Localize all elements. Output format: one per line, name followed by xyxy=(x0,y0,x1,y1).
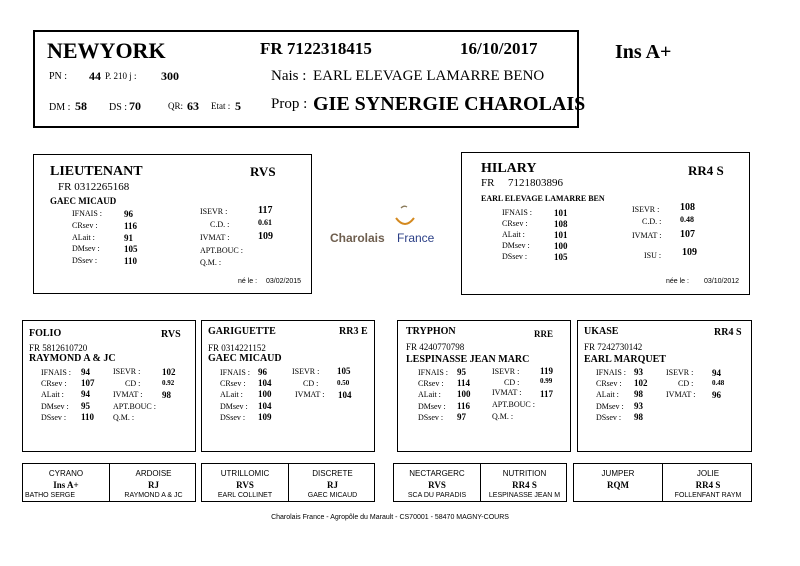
logo-text-right: France xyxy=(397,231,435,245)
dam-dssev-label: DSsev : xyxy=(502,252,528,261)
ggp-cell xyxy=(663,464,753,501)
gp-alait: 100 xyxy=(258,389,272,399)
gp-isevr-label: ISEVR : xyxy=(292,367,320,376)
gp-ifnais: 96 xyxy=(258,367,267,377)
ggp-name: CYRANO xyxy=(48,469,84,478)
ggp-group-4 xyxy=(573,463,752,502)
gp-ifnais-label: IFNAIS : xyxy=(220,368,251,377)
sire-dssev: 110 xyxy=(124,256,138,266)
dam-ifnais: 101 xyxy=(554,208,568,218)
gp-breeder: LESPINASSE JEAN MARC xyxy=(406,354,530,365)
gp-qm-label: Q.M. : xyxy=(113,413,135,422)
gp-dssev-label: DSsev : xyxy=(596,413,622,422)
sire-dmsev: 105 xyxy=(124,244,138,254)
dam-dmsev: 100 xyxy=(554,241,568,251)
ggp-breeder: EARL COLLINET xyxy=(217,492,273,499)
p210-value: 300 xyxy=(161,69,179,83)
sire-cd-label: C.D. : xyxy=(210,220,230,229)
dam-id: 7121803896 xyxy=(508,177,563,189)
gp-cd-label: CD : xyxy=(303,379,319,388)
gp-id: FR 5812610720 xyxy=(29,343,88,353)
sire-alait: 91 xyxy=(124,233,133,243)
ggp-grade: RQM xyxy=(607,480,629,490)
sire-born-label: né le : xyxy=(238,278,258,285)
gp-cd-label: CD : xyxy=(504,378,520,387)
dam-ivmat-label: IVMAT : xyxy=(632,231,662,240)
ggp-group-3 xyxy=(393,463,567,502)
gp-alait: 94 xyxy=(81,389,90,399)
ggp-breeder: SCA DU PARADIS xyxy=(407,492,467,499)
gp-isevr-label: ISEVR : xyxy=(492,367,520,376)
sire-isevr-label: ISEVR : xyxy=(200,207,228,216)
gp-alait-label: ALait : xyxy=(41,390,64,399)
gp-grade: RVS xyxy=(161,329,181,340)
gp-qm-label: Q.M. : xyxy=(492,412,514,421)
sire-cd: 0.61 xyxy=(258,218,272,227)
gp-dssev-label: DSsev : xyxy=(41,413,67,422)
dam-alait-label: ALait : xyxy=(502,230,525,239)
dam-isu: 109 xyxy=(682,247,697,258)
footer-address: Charolais France - Agropôle du Marault - CS70001 - 58470 MAGNY-COURS xyxy=(271,514,509,521)
gp-alait-label: ALait : xyxy=(418,390,441,399)
gp-isevr: 105 xyxy=(337,366,351,376)
qr-value: 63 xyxy=(187,99,199,113)
dam-fr: FR xyxy=(481,177,495,189)
prop-label: Prop : xyxy=(271,96,308,112)
sire-ivmat-label: IVMAT : xyxy=(200,233,230,242)
gp-alait: 100 xyxy=(457,389,471,399)
ggp-grade: Ins A+ xyxy=(53,480,79,490)
gp-crsev-label: CRsev : xyxy=(418,379,444,388)
gp-ifnais-label: IFNAIS : xyxy=(596,368,627,377)
gp-dmsev: 116 xyxy=(457,401,471,411)
logo-swoosh-icon xyxy=(390,204,420,230)
gp-apt-label: APT.BOUC : xyxy=(492,400,535,409)
ggp-breeder: BATHO SERGE xyxy=(25,492,76,499)
animal-id: FR 7122318415 xyxy=(260,39,372,58)
gp-ivmat-label: IVMAT : xyxy=(666,390,696,399)
animal-grade: Ins A+ xyxy=(615,41,672,63)
gp-crsev-label: CRsev : xyxy=(596,379,622,388)
gp-cd-label: CD : xyxy=(125,379,141,388)
gp-grade: RRE xyxy=(534,329,554,339)
ggp-breeder: RAYMOND A & JC xyxy=(124,492,183,499)
gp-dssev-label: DSsev : xyxy=(418,413,444,422)
gp-isevr-label: ISEVR : xyxy=(666,368,694,377)
ggp-name: DISCRETE xyxy=(312,469,353,478)
ggp-grade: RR4 S xyxy=(695,480,721,490)
gp-ivmat-label: IVMAT : xyxy=(113,390,143,399)
sire-alait-label: ALait : xyxy=(72,233,95,242)
sire-isevr: 117 xyxy=(258,205,273,216)
gp-ifnais: 95 xyxy=(457,367,466,377)
gp-dssev: 98 xyxy=(634,412,643,422)
sire-apt-label: APT.BOUC : xyxy=(200,246,243,255)
sire-id: FR 0312265168 xyxy=(58,181,130,193)
ds-value: 70 xyxy=(129,99,141,113)
dam-cd-label: C.D. : xyxy=(642,217,662,226)
gp-dssev: 110 xyxy=(81,412,95,422)
sire-card xyxy=(33,154,312,294)
gp-crsev-label: CRsev : xyxy=(41,379,67,388)
gp-id: FR 4240770798 xyxy=(406,342,465,352)
sire-grade: RVS xyxy=(250,164,276,179)
grandparent-card-sire-dam xyxy=(201,320,375,452)
gp-dmsev-label: DMsev : xyxy=(220,402,248,411)
dam-name: HILARY xyxy=(481,161,537,176)
main-animal-card xyxy=(33,30,672,128)
gp-crsev: 107 xyxy=(81,378,95,388)
dam-grade: RR4 S xyxy=(688,163,724,178)
sire-name: LIEUTENANT xyxy=(50,164,143,179)
ggp-cell xyxy=(23,464,110,501)
ggp-breeder: FOLLENFANT RAYM xyxy=(674,492,742,499)
dam-isu-label: ISU : xyxy=(644,251,662,260)
nais-value: EARL ELEVAGE LAMARRE BENO xyxy=(313,68,545,84)
ggp-grade: RJ xyxy=(148,480,159,490)
gp-dmsev-label: DMsev : xyxy=(596,402,624,411)
gp-ifnais: 94 xyxy=(81,367,90,377)
gp-dmsev-label: DMsev : xyxy=(418,402,446,411)
gp-dssev-label: DSsev : xyxy=(220,413,246,422)
gp-crsev: 114 xyxy=(457,378,471,388)
nais-label: Nais : xyxy=(271,68,307,84)
grandparent-card-dam-dam xyxy=(577,320,752,452)
gp-isevr-label: ISEVR : xyxy=(113,367,141,376)
ggp-cell xyxy=(574,464,663,501)
dam-isevr-label: ISEVR : xyxy=(632,205,660,214)
dam-crsev: 108 xyxy=(554,219,568,229)
logo-text-left: Charolais xyxy=(330,231,385,245)
ggp-name: NECTARGERC xyxy=(409,469,465,478)
gp-ivmat: 104 xyxy=(338,390,352,400)
sire-ifnais-label: IFNAIS : xyxy=(72,209,103,218)
pn-value: 44 xyxy=(89,69,101,83)
gp-ifnais-label: IFNAIS : xyxy=(41,368,72,377)
prop-value: GIE SYNERGIE CHAROLAIS xyxy=(313,93,586,115)
gp-name: TRYPHON xyxy=(406,326,456,337)
ggp-grade: RVS xyxy=(428,480,446,490)
gp-ifnais-label: IFNAIS : xyxy=(418,368,449,377)
p210-label: P. 210 j : xyxy=(105,71,137,81)
gp-breeder: RAYMOND A & JC xyxy=(29,353,116,364)
gp-crsev: 102 xyxy=(634,378,648,388)
ggp-group-2 xyxy=(201,463,375,502)
animal-name: NEWYORK xyxy=(47,38,166,63)
gp-alait-label: ALait : xyxy=(596,390,619,399)
gp-id: FR 7242730142 xyxy=(584,342,643,352)
sire-ifnais: 96 xyxy=(124,209,133,219)
gp-name: FOLIO xyxy=(29,328,62,339)
ggp-cell xyxy=(202,464,289,501)
charolais-france-logo xyxy=(330,212,450,248)
sire-breeder: GAEC MICAUD xyxy=(50,196,117,206)
dam-cd: 0.48 xyxy=(680,215,694,224)
gp-dmsev-label: DMsev : xyxy=(41,402,69,411)
gp-isevr: 119 xyxy=(540,366,554,376)
gp-ivmat: 98 xyxy=(162,390,171,400)
gp-alait: 98 xyxy=(634,389,643,399)
dam-dmsev-label: DMsev : xyxy=(502,241,530,250)
dam-breeder: EARL ELEVAGE LAMARRE BEN xyxy=(481,194,605,203)
gp-isevr: 102 xyxy=(162,367,176,377)
dam-isevr: 108 xyxy=(680,202,695,213)
ggp-name: NUTRITION xyxy=(502,469,547,478)
ggp-cell xyxy=(289,464,376,501)
gp-dmsev: 104 xyxy=(258,401,272,411)
qr-label: QR: xyxy=(168,101,184,111)
gp-ivmat-label: IVMAT : xyxy=(492,388,522,397)
sire-ivmat: 109 xyxy=(258,231,273,242)
gp-isevr: 94 xyxy=(712,368,721,378)
sire-qm-label: Q.M. : xyxy=(200,258,222,267)
ggp-cell xyxy=(481,464,568,501)
ggp-breeder: GAEC MICAUD xyxy=(307,492,358,499)
sire-born: 03/02/2015 xyxy=(266,278,302,285)
gp-dssev: 109 xyxy=(258,412,272,422)
pn-label: PN : xyxy=(49,71,68,82)
etat-label: Etat : xyxy=(211,101,231,111)
dam-born: 03/10/2012 xyxy=(704,278,740,285)
gp-name: GARIGUETTE xyxy=(208,326,276,337)
dam-ifnais-label: IFNAIS : xyxy=(502,208,533,217)
ggp-name: JUMPER xyxy=(601,469,635,478)
gp-ivmat: 117 xyxy=(540,389,554,399)
gp-breeder: EARL MARQUET xyxy=(584,354,666,365)
ggp-group-1 xyxy=(22,463,196,502)
dam-alait: 101 xyxy=(554,230,568,240)
dm-label: DM : xyxy=(49,102,71,113)
sire-dmsev-label: DMsev : xyxy=(72,244,100,253)
ggp-cell xyxy=(394,464,481,501)
ggp-grade: RR4 S xyxy=(512,480,537,490)
dm-value: 58 xyxy=(75,99,87,113)
gp-grade: RR4 S xyxy=(714,327,742,338)
gp-cd: 0.48 xyxy=(712,379,725,387)
dam-dssev: 105 xyxy=(554,252,568,262)
gp-ivmat-label: IVMAT : xyxy=(295,390,325,399)
dam-card xyxy=(461,152,750,295)
ds-label: DS : xyxy=(109,102,128,113)
gp-crsev-label: CRsev : xyxy=(220,379,246,388)
ggp-breeder: LESPINASSE JEAN M xyxy=(488,492,561,499)
gp-dmsev: 95 xyxy=(81,401,90,411)
dam-ivmat: 107 xyxy=(680,229,695,240)
sire-crsev-label: CRsev : xyxy=(72,221,98,230)
gp-cd: 0.92 xyxy=(162,379,175,387)
ggp-name: UTRILLOMIC xyxy=(220,469,270,478)
gp-ivmat: 96 xyxy=(712,390,721,400)
gp-cd: 0.50 xyxy=(337,379,350,387)
dam-crsev-label: CRsev : xyxy=(502,219,528,228)
ggp-cell xyxy=(110,464,197,501)
gp-alait-label: ALait : xyxy=(220,390,243,399)
gp-grade: RR3 E xyxy=(339,326,368,337)
sire-crsev: 116 xyxy=(124,221,138,231)
gp-dmsev: 93 xyxy=(634,401,643,411)
ggp-grade: RJ xyxy=(327,480,338,490)
animal-date: 16/10/2017 xyxy=(460,39,538,58)
grandparent-card-dam-sire xyxy=(397,320,571,452)
gp-id: FR 0314221152 xyxy=(208,343,266,353)
ggp-name: ARDOISE xyxy=(135,469,172,478)
gp-cd-label: CD : xyxy=(678,379,694,388)
gp-ifnais: 93 xyxy=(634,367,643,377)
gp-apt-label: APT.BOUC : xyxy=(113,402,156,411)
ggp-name: JOLIE xyxy=(696,469,720,478)
dam-born-label: née le : xyxy=(666,278,689,285)
sire-dssev-label: DSsev : xyxy=(72,256,98,265)
etat-value: 5 xyxy=(235,99,241,113)
gp-crsev: 104 xyxy=(258,378,272,388)
gp-name: UKASE xyxy=(584,326,619,337)
gp-breeder: GAEC MICAUD xyxy=(208,353,282,364)
grandparent-card-sire-sire xyxy=(22,320,196,452)
gp-dssev: 97 xyxy=(457,412,466,422)
ggp-grade: RVS xyxy=(236,480,254,490)
gp-cd: 0.99 xyxy=(540,377,553,385)
